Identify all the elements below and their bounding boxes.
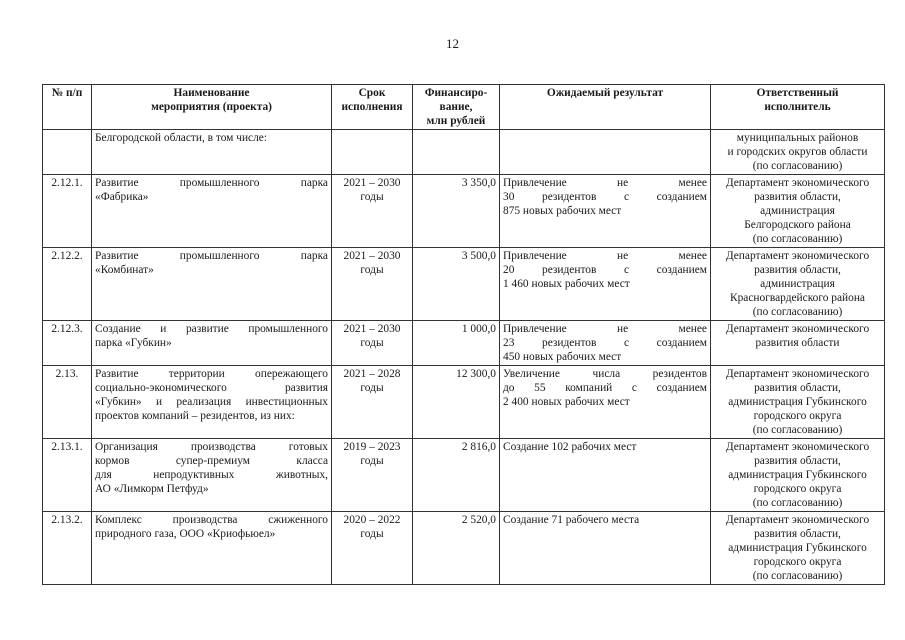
responsible-executor: Департамент экономического развития области, администрация Белгородского района (по согласованию) [711, 175, 885, 248]
row-number [43, 130, 92, 175]
header-term: Срок исполнения [332, 85, 413, 130]
execution-term: 2019 – 2023 годы [332, 439, 413, 512]
row-number: 2.12.2. [43, 248, 92, 321]
expected-result: Привлечение не менее 20 резидентов с созданием 1 460 новых рабочих мест [500, 248, 711, 321]
expected-result [500, 130, 711, 175]
financing-amount [413, 130, 500, 175]
table-row [43, 512, 885, 585]
activity-name: Организация производства готовых кормов супер-премиум класса для непродуктивных животных, АО «Лимкорм Петфуд» [92, 439, 332, 512]
row-number: 2.13.2. [43, 512, 92, 585]
activity-name: Комплекс производства сжиженного природного газа, ООО «Криофьюел» [92, 512, 332, 585]
execution-term: 2021 – 2030 годы [332, 321, 413, 366]
execution-term: 2021 – 2028 годы [332, 366, 413, 439]
header-name: Наименование мероприятия (проекта) [92, 85, 332, 130]
execution-term: 2021 – 2030 годы [332, 248, 413, 321]
financing-amount: 2 816,0 [413, 439, 500, 512]
expected-result: Создание 102 рабочих мест [500, 439, 711, 512]
execution-term: 2021 – 2030 годы [332, 175, 413, 248]
activity-name: Создание и развитие промышленного парка «Губкин» [92, 321, 332, 366]
financing-amount: 3 500,0 [413, 248, 500, 321]
row-number: 2.13. [43, 366, 92, 439]
table-row [43, 321, 885, 366]
financing-amount: 12 300,0 [413, 366, 500, 439]
row-number: 2.12.1. [43, 175, 92, 248]
responsible-executor: Департамент экономического развития области, администрация Красногвардейского района (по согласованию) [711, 248, 885, 321]
row-number: 2.13.1. [43, 439, 92, 512]
responsible-executor: муниципальных районов и городских округов области (по согласованию) [711, 130, 885, 175]
activities-table [42, 84, 885, 585]
table-row [43, 439, 885, 512]
activity-name: Развитие территории опережающего социально-экономического развития «Губкин» и реализация инвестиционных проектов компаний – резидентов, из них: [92, 366, 332, 439]
header-financing: Финансиро- вание, млн рублей [413, 85, 500, 130]
activity-name: Развитие промышленного парка «Комбинат» [92, 248, 332, 321]
execution-term: 2020 – 2022 годы [332, 512, 413, 585]
responsible-executor: Департамент экономического развития области, администрация Губкинского городского округа (по согласованию) [711, 366, 885, 439]
financing-amount: 3 350,0 [413, 175, 500, 248]
table-row [43, 130, 885, 175]
table-header-row [43, 85, 885, 130]
responsible-executor: Департамент экономического развития области [711, 321, 885, 366]
activity-name: Развитие промышленного парка «Фабрика» [92, 175, 332, 248]
execution-term [332, 130, 413, 175]
expected-result: Создание 71 рабочего места [500, 512, 711, 585]
responsible-executor: Департамент экономического развития области, администрация Губкинского городского округа (по согласованию) [711, 512, 885, 585]
expected-result: Привлечение не менее 23 резидентов с созданием 450 новых рабочих мест [500, 321, 711, 366]
header-result: Ожидаемый результат [500, 85, 711, 130]
row-number: 2.12.3. [43, 321, 92, 366]
expected-result: Привлечение не менее 30 резидентов с созданием 875 новых рабочих мест [500, 175, 711, 248]
responsible-executor: Департамент экономического развития области, администрация Губкинского городского округа (по согласованию) [711, 439, 885, 512]
table-row [43, 366, 885, 439]
expected-result: Увеличение числа резидентов до 55 компаний с созданием 2 400 новых рабочих мест [500, 366, 711, 439]
page-number: 12 [446, 36, 459, 51]
table-row [43, 175, 885, 248]
table-row [43, 248, 885, 321]
financing-amount: 1 000,0 [413, 321, 500, 366]
header-responsible: Ответственный исполнитель [711, 85, 885, 130]
financing-amount: 2 520,0 [413, 512, 500, 585]
activity-name: Белгородской области, в том числе: [92, 130, 332, 175]
header-num: № п/п [43, 85, 92, 130]
